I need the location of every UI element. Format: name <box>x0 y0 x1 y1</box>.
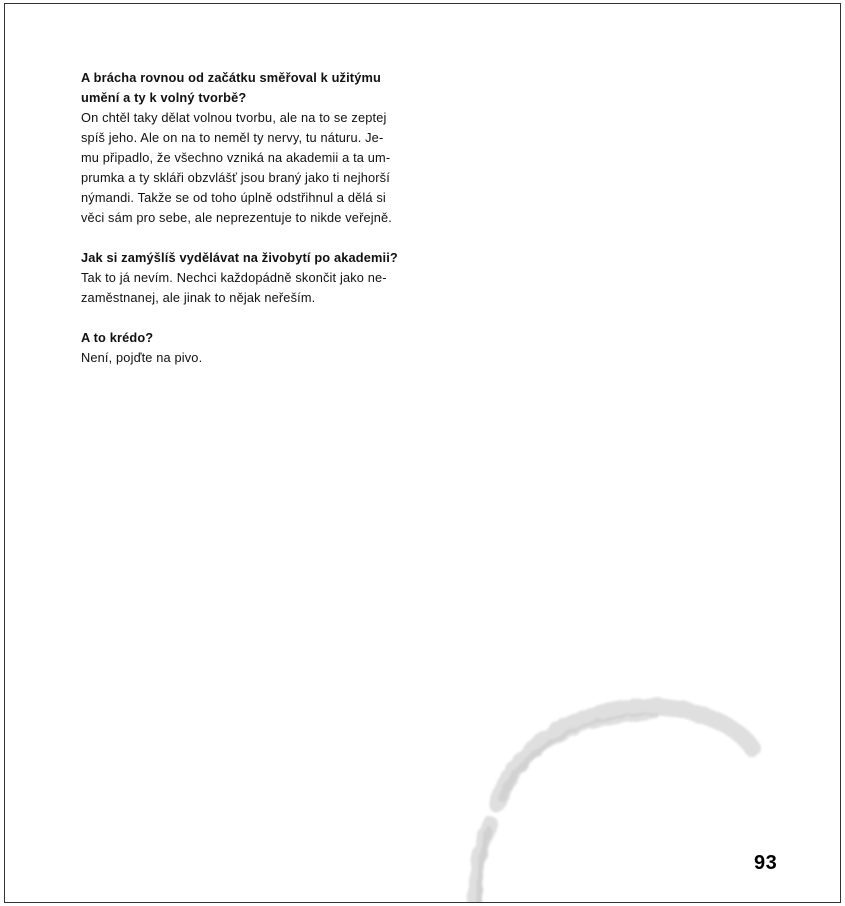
answer-line: mu připadlo, že všechno vzniká na akademii a ta um- <box>81 150 391 165</box>
answer-line: Není, pojďte na pivo. <box>81 350 203 365</box>
question-line: A to krédo? <box>81 330 154 345</box>
qa-section-2 <box>81 248 441 308</box>
page-number: 93 <box>754 852 778 874</box>
interview-text <box>81 68 441 388</box>
qa-section-1 <box>81 68 441 228</box>
answer-line: On chtěl taky dělat volnou tvorbu, ale na to se zeptej <box>81 110 387 125</box>
document-page <box>4 3 841 903</box>
answer-line: Tak to já nevím. Nechci každopádně skončit jako ne- <box>81 270 387 285</box>
answer-line: prumka a ty skláři obzvlášť jsou braný jako ti nejhorší <box>81 170 390 185</box>
answer-line: nýmandi. Takže se od toho úplně odstřihnul a dělá si <box>81 190 386 205</box>
answer-line: zaměstnanej, ale jinak to nějak neřeším. <box>81 290 316 305</box>
qa-section-3 <box>81 328 441 368</box>
answer-line: věci sám pro sebe, ale neprezentuje to nikde veřejně. <box>81 210 392 225</box>
answer-line: spíš jeho. Ale on na to neměl ty nervy, tu náturu. Je- <box>81 130 384 145</box>
question-line: A brácha rovnou od začátku směřoval k užitýmu <box>81 70 381 85</box>
question-line: umění a ty k volný tvorbě? <box>81 90 247 105</box>
question-line: Jak si zamýšlíš vydělávat na živobytí po akademii? <box>81 250 398 265</box>
